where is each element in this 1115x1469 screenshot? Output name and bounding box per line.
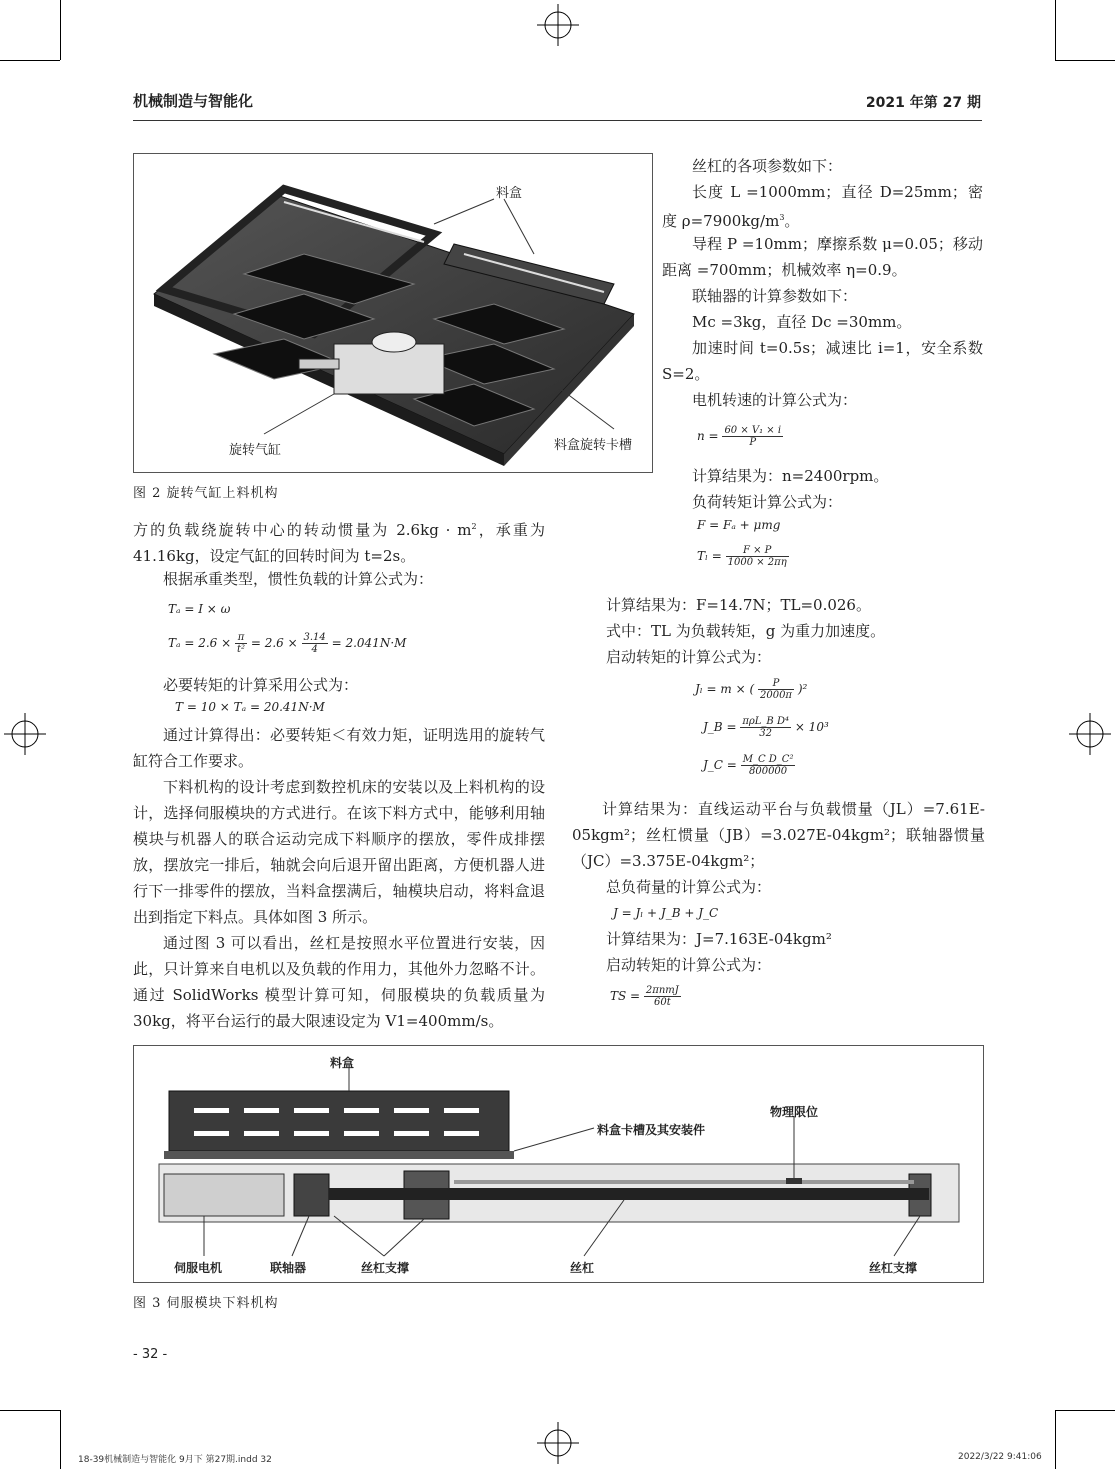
header-rule xyxy=(133,120,982,121)
crop-mark xyxy=(1055,1410,1056,1469)
numerator: P xyxy=(758,678,794,690)
formula-ta: Tₐ = I × ω xyxy=(168,602,231,616)
crop-mark xyxy=(60,1410,61,1469)
fraction xyxy=(235,632,247,655)
paragraph-screw-params: 丝杠的各项参数如下： xyxy=(692,157,843,175)
fraction xyxy=(722,425,783,448)
crop-mark xyxy=(0,60,60,61)
crop-mark xyxy=(1055,60,1115,61)
crop-mark xyxy=(60,0,61,60)
numerator: πρL_B D⁴ xyxy=(742,716,789,727)
formula-part: = 2.6 × xyxy=(250,636,298,650)
formula-f: F = Fₐ + μmg xyxy=(697,518,781,532)
fraction xyxy=(726,545,789,568)
formula-part: Tₗ = xyxy=(697,549,722,563)
fraction xyxy=(758,678,794,701)
formula-n xyxy=(697,425,783,448)
figure-2 xyxy=(133,153,653,473)
paragraph-accel: 加速时间 t=0.5s；减速比 i=1，安全系数 S=2。 xyxy=(662,339,983,383)
denominator: t² xyxy=(236,644,246,655)
crop-mark xyxy=(1055,0,1056,60)
label-limit: 物理限位 xyxy=(770,1105,819,1119)
rotary-cylinder-illustration xyxy=(134,154,652,472)
paragraph-inertia: 方的负载绕旋转中心的转动惯量为 $2.6kg \cdot m^2$，承重为 41.16kg，设定气缸的回转时间为 t=2s。 xyxy=(133,521,545,565)
paragraph-lead: 导程 P =10mm；摩擦系数 μ=0.05；移动距离 =700mm；机械效率 η=0.9。 xyxy=(662,235,983,279)
text-segment: ，承重为 41.16kg，设定气缸的回转时间为 t=2s。 xyxy=(133,521,545,565)
paragraph-unloading: 下料机构的设计考虑到数控机床的安装以及上料机构的设计，选择伺服模块的方式进行。在该下料方式中，能够利用轴模块与机器人的联合运动完成下料顺序的摆放，零件成排摆放，摆放完一排后，轴就会向后退开留出距离，方便机器人进行下一排零件的摆放，当料盒摆满后，轴模块启动，将料盒退出到指定下料点。具体如图 3 所示。 xyxy=(133,778,545,926)
paragraph-j-result: 计算结果为：J=7.163E-04kgm² xyxy=(606,930,832,948)
figure-2-caption: 图 2 旋转气缸上料机构 xyxy=(133,486,279,501)
formula-jc xyxy=(703,754,795,777)
paragraph-total-load: 总负荷量的计算公式为： xyxy=(606,878,772,896)
formula-part: J_C = xyxy=(703,758,737,772)
registration-mark xyxy=(537,1422,579,1464)
numerator: M_C D_C² xyxy=(742,754,794,765)
formula-part: × 10³ xyxy=(794,720,829,734)
paragraph-mc: Mc =3kg，直径 Dc =30mm。 xyxy=(692,313,912,331)
formula-jb xyxy=(703,716,829,739)
label-motor: 伺服电机 xyxy=(174,1261,223,1275)
crop-mark xyxy=(1055,1410,1115,1411)
paragraph-required-torque: 必要转矩的计算采用公式为： xyxy=(163,676,359,694)
paragraph-f-result: 计算结果为：F=14.7N；TL=0.026。 xyxy=(606,596,871,614)
formula-part: Jₗ = m × ( xyxy=(695,682,755,696)
denominator: P xyxy=(749,437,757,448)
paragraph-load-torque: 负荷转矩计算公式为： xyxy=(692,493,843,511)
formula-ta-calc xyxy=(168,632,406,655)
label-support-1: 丝杠支撑 xyxy=(361,1261,410,1275)
footer-file: 18-39机械制造与智能化 9月下 第27期.indd 32 xyxy=(78,1455,272,1465)
denominator: 4 xyxy=(311,644,318,655)
label-rotary-cylinder: 旋转气缸 xyxy=(229,443,282,458)
denominator: 32 xyxy=(759,728,773,739)
footer-timestamp: 2022/3/22 9:41:06 xyxy=(958,1452,1042,1462)
label-box: 料盒 xyxy=(330,1056,355,1070)
issue-label: 2021 年第 27 期 xyxy=(865,95,981,111)
formula-j: J = Jₗ + J_B + J_C xyxy=(613,906,719,920)
fraction xyxy=(302,632,328,655)
numerator: π xyxy=(235,632,247,644)
fraction xyxy=(741,754,796,777)
formula-jl xyxy=(695,678,807,701)
registration-mark xyxy=(1069,713,1111,755)
numerator: 3.14 xyxy=(303,632,326,643)
denominator: 1000 × 2πη xyxy=(727,557,787,568)
figure-3 xyxy=(133,1045,984,1283)
paragraph-coupling-params: 联轴器的计算参数如下： xyxy=(692,287,858,305)
denominator: 60t xyxy=(653,997,671,1008)
formula-part: = 2.041N·M xyxy=(331,636,407,650)
paragraph-conclusion: 通过计算得出：必要转矩＜有效力矩，证明选用的旋转气缸符合工作要求。 xyxy=(133,726,545,770)
formula-t: T = 10 × Tₐ = 20.41N·M xyxy=(175,700,325,714)
denominator: 800000 xyxy=(748,766,788,777)
paragraph-start-torque-2: 启动转矩的计算公式为： xyxy=(606,956,772,974)
text-segment: 。 xyxy=(784,212,800,230)
paragraph-n-result: 计算结果为：n=2400rpm。 xyxy=(692,467,889,485)
numerator: 2πnmJ xyxy=(645,985,679,996)
paragraph-where: 式中：TL 为负载转矩，g 为重力加速度。 xyxy=(606,622,886,640)
journal-title: 机械制造与智能化 xyxy=(133,92,254,110)
label-screw: 丝杠 xyxy=(570,1261,595,1275)
text-segment: 长度 L =1000mm；直径 D=25mm；密度 ρ=7900kg/m xyxy=(662,183,983,230)
formula-part: n = xyxy=(697,429,719,443)
paragraph-speed-formula: 电机转速的计算公式为： xyxy=(692,391,858,409)
paragraph-inertia-formula-intro: 根据承重类型，惯性负载的计算公式为： xyxy=(163,570,434,588)
fraction xyxy=(644,985,681,1008)
formula-part: Tₐ = 2.6 × xyxy=(168,636,232,650)
formula-part: TS = xyxy=(610,989,641,1003)
label-coupling: 联轴器 xyxy=(270,1261,307,1275)
label-material-box: 料盒 xyxy=(496,186,523,201)
formula-tl xyxy=(697,545,789,568)
numerator: 60 × V₁ × i xyxy=(724,425,782,436)
paragraph-length: 长度 L =1000mm；直径 D=25mm；密度 $\rho=7900kg/m^3$。 xyxy=(662,183,983,230)
paragraph-start-torque: 启动转矩的计算公式为： xyxy=(606,648,772,666)
registration-mark xyxy=(537,4,579,46)
text-segment: 方的负载绕旋转中心的转动惯量为 2.6kg · m xyxy=(133,521,472,539)
formula-ts xyxy=(610,985,681,1008)
crop-mark xyxy=(0,1410,60,1411)
paragraph-screw: 通过图 3 可以看出，丝杠是按照水平位置进行安装，因此，只计算来自电机以及负载的作用力，其他外力忽略不计。通过 SolidWorks 模型计算可知，伺服模块的负载质量为 30kg，将平台运行的最大限速设定为 V1=400mm/s。 xyxy=(133,934,545,1030)
page-number: - 32 - xyxy=(133,1347,168,1362)
formula-part: )² xyxy=(797,682,808,696)
fraction xyxy=(740,716,791,739)
formula-part: J_B = xyxy=(703,720,737,734)
figure-3-caption: 图 3 伺服模块下料机构 xyxy=(133,1296,279,1311)
denominator: 2000π xyxy=(759,690,793,701)
servo-module-illustration xyxy=(134,1046,983,1282)
label-box-rotary-slot: 料盒旋转卡槽 xyxy=(554,438,633,453)
registration-mark xyxy=(4,713,46,755)
numerator: F × P xyxy=(726,545,789,557)
label-slot: 料盒卡槽及其安装件 xyxy=(597,1123,706,1137)
paragraph-inertia-results: 计算结果为：直线运动平台与负载惯量（JL）=7.61E-05kgm²；丝杠惯量（JB）=3.027E-04kgm²；联轴器惯量（JC）=3.375E-04kgm²； xyxy=(572,800,985,870)
label-support-2: 丝杠支撑 xyxy=(869,1261,918,1275)
